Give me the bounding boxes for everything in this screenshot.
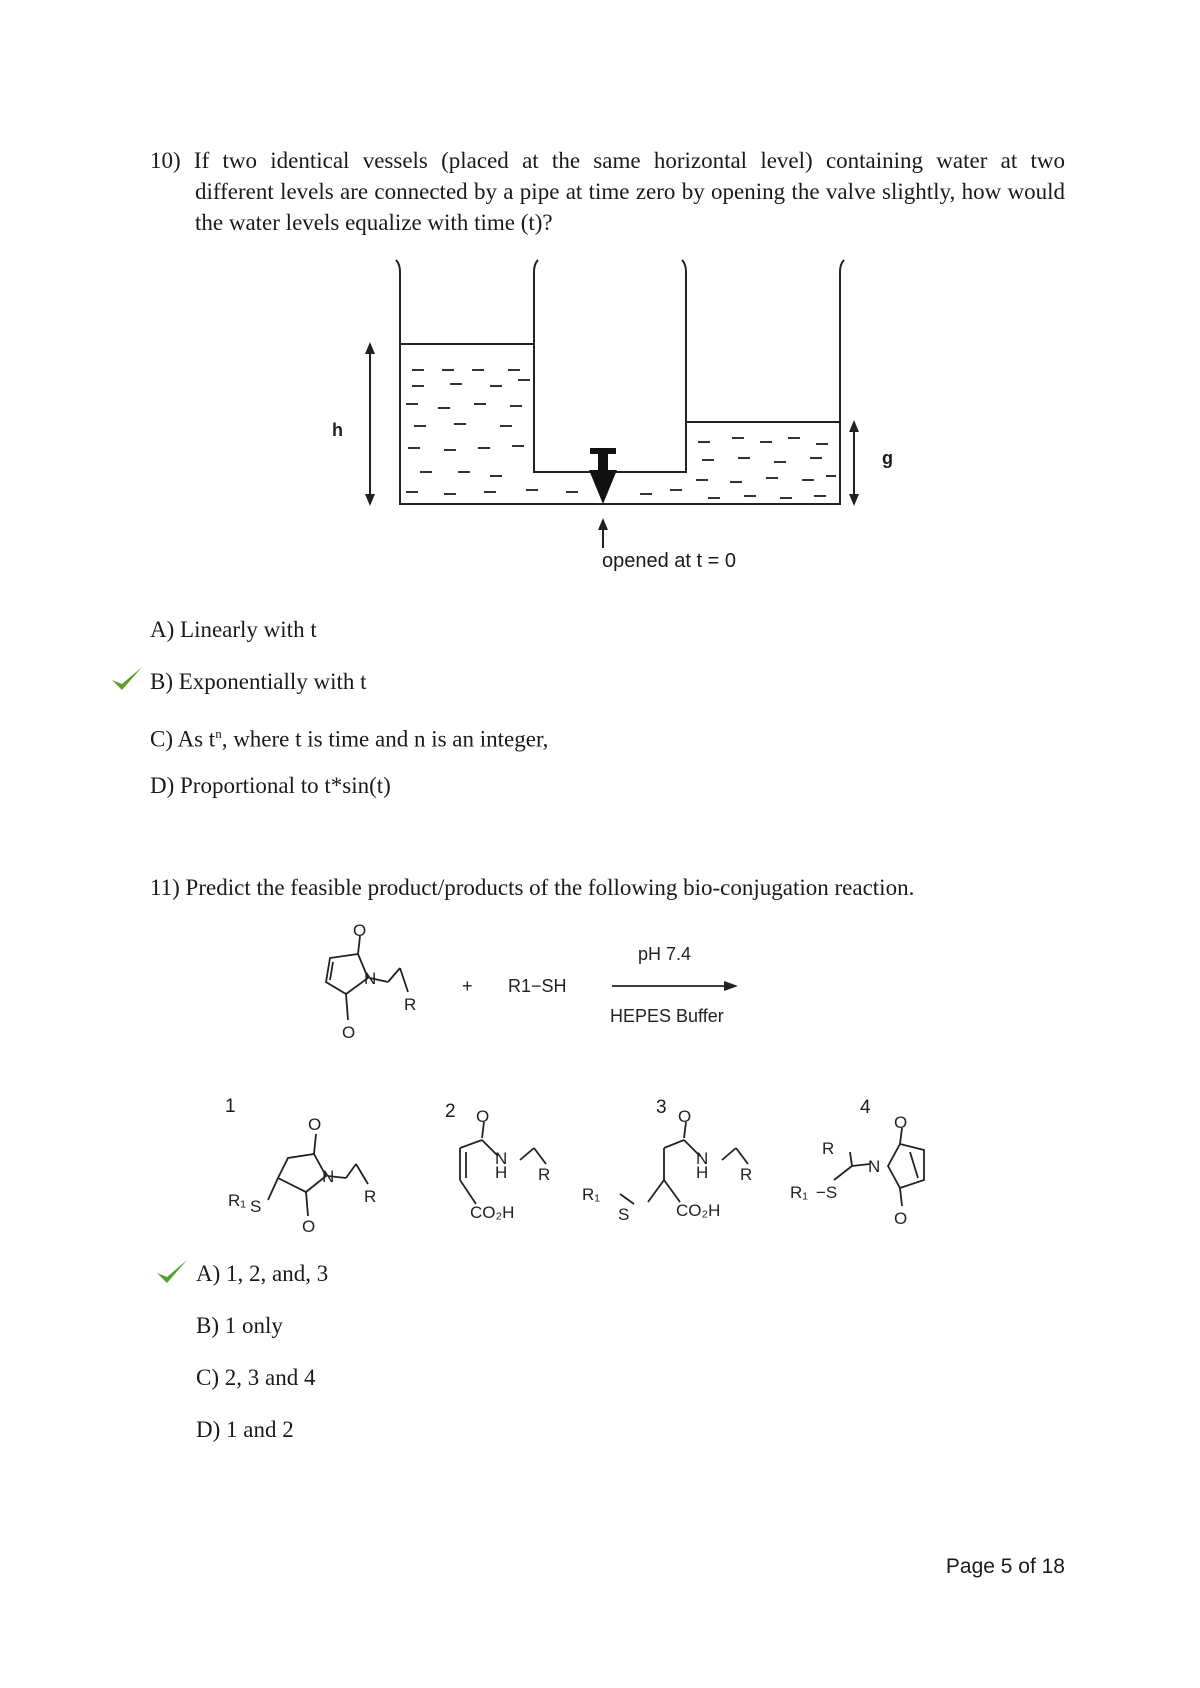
svg-text:R: R	[538, 1165, 551, 1184]
valve-caption: opened at t = 0	[602, 550, 737, 572]
g-dimension-arrow	[849, 420, 859, 506]
left-vessel	[396, 260, 844, 504]
svg-text:S: S	[618, 1205, 630, 1224]
product-structures	[220, 1108, 1020, 1238]
product-number-4: 4	[860, 1097, 871, 1118]
q10-option-c-pre: C) As t	[150, 726, 216, 752]
svg-text:O: O	[308, 1115, 322, 1134]
thiol-reagent: R1−SH	[508, 976, 567, 996]
valve-icon	[589, 448, 617, 504]
question-10-line1: 10) If two identical vessels (placed at the same horizontal level) containing water at two	[150, 148, 1065, 173]
svg-text:S: S	[250, 1197, 262, 1216]
svg-text:O: O	[678, 1107, 692, 1126]
check-icon	[110, 664, 144, 694]
check-icon	[155, 1257, 189, 1287]
svg-text:N: N	[322, 1167, 335, 1186]
svg-text:R: R	[822, 1139, 835, 1158]
product-number-3: 3	[656, 1097, 667, 1118]
svg-text:O: O	[342, 1023, 356, 1042]
q10-option-c-sup: n	[215, 726, 222, 741]
svg-text:R₁: R₁	[228, 1191, 247, 1210]
q11-option-b[interactable]: B) 1 only	[196, 1313, 283, 1338]
q10-option-d[interactable]: D) Proportional to t*sin(t)	[150, 773, 391, 798]
svg-text:−S: −S	[816, 1183, 838, 1202]
question-10-rest: different levels are connected by a pipe at time zero by opening the valve slightly, how would the water levels equalize with time (t)?	[195, 179, 1065, 235]
h-dimension-arrow	[365, 342, 375, 506]
condition-buffer: HEPES Buffer	[610, 1006, 724, 1026]
right-water-dashes	[696, 438, 836, 498]
condition-ph: pH 7.4	[638, 944, 692, 964]
q10-option-c[interactable]	[150, 719, 548, 755]
reaction-arrow	[612, 981, 738, 991]
svg-text:H: H	[495, 1163, 508, 1182]
q10-option-b[interactable]: B) Exponentially with t	[150, 669, 367, 694]
svg-text:N: N	[364, 969, 377, 988]
q10-option-a[interactable]: A) Linearly with t	[150, 617, 317, 642]
q11-option-c[interactable]: C) 2, 3 and 4	[196, 1365, 316, 1390]
left-vessel-inner	[534, 260, 686, 472]
q11-option-d[interactable]: D) 1 and 2	[196, 1417, 294, 1442]
svg-text:CO₂H: CO₂H	[470, 1203, 515, 1222]
svg-text:CO₂H: CO₂H	[676, 1201, 721, 1220]
svg-text:R: R	[740, 1165, 753, 1184]
reaction-scheme	[300, 922, 760, 1052]
g-label: g	[882, 448, 893, 468]
svg-text:O: O	[894, 1113, 908, 1132]
vessels-diagram	[332, 258, 860, 578]
svg-text:O: O	[476, 1107, 490, 1126]
svg-text:R₁: R₁	[790, 1183, 809, 1202]
product-number-1: 1	[225, 1096, 236, 1117]
question-10-text	[150, 145, 1065, 238]
svg-text:N: N	[868, 1157, 881, 1176]
valve-caption-arrow	[598, 518, 608, 548]
question-11-text: 11) Predict the feasible product/products of the following bio-conjugation reaction.	[150, 875, 915, 900]
q11-option-a[interactable]: A) 1, 2, and, 3	[196, 1261, 329, 1286]
svg-text:O: O	[353, 921, 367, 940]
svg-text:R: R	[404, 995, 417, 1014]
svg-text:N: N	[495, 1149, 508, 1168]
q10-option-c-post: , where t is time and n is an integer,	[221, 726, 549, 752]
reaction-plus: +	[462, 976, 473, 996]
svg-text:N: N	[696, 1149, 709, 1168]
product-number-2: 2	[445, 1101, 456, 1122]
left-water-dashes	[406, 370, 682, 494]
svg-text:R₁: R₁	[582, 1185, 601, 1204]
h-label: h	[332, 420, 343, 440]
svg-text:O: O	[894, 1209, 908, 1228]
page-number: Page 5 of 18	[945, 1555, 1065, 1578]
svg-text:R: R	[364, 1187, 377, 1206]
svg-text:O: O	[302, 1217, 316, 1236]
svg-text:H: H	[696, 1163, 709, 1182]
